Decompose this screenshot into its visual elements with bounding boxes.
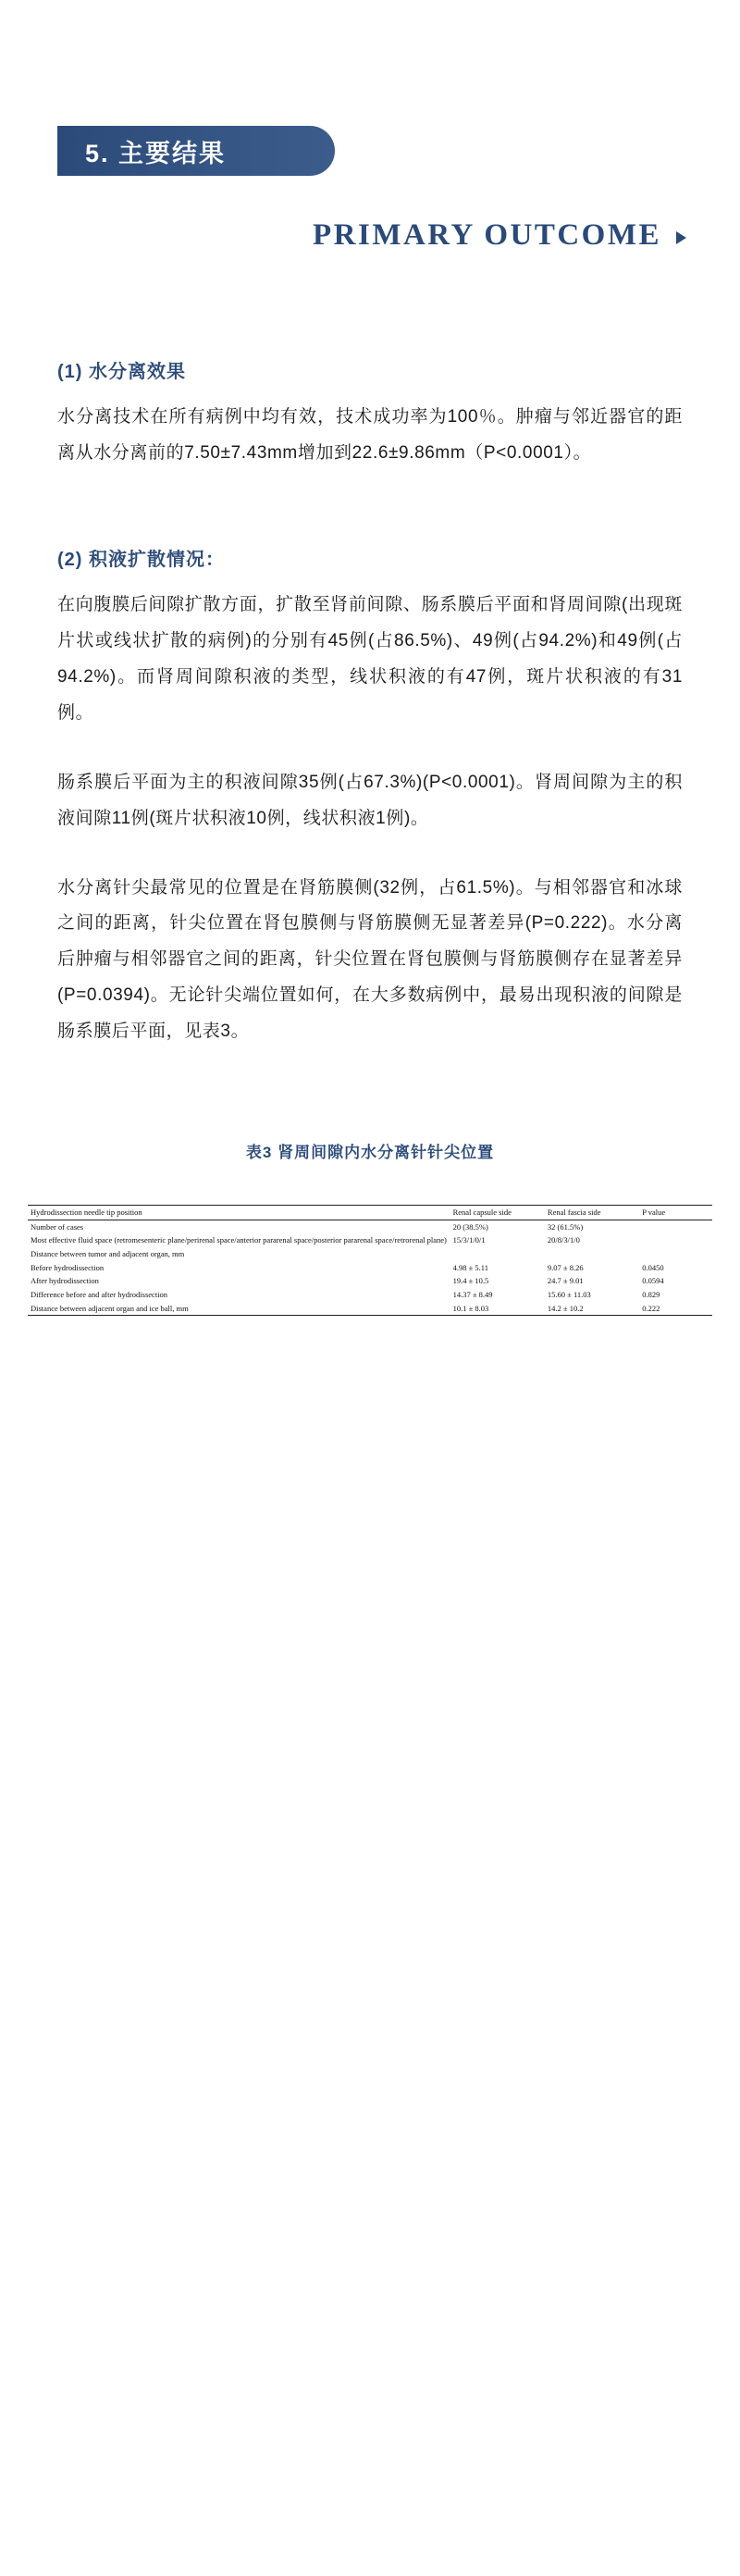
table-cell-pvalue	[639, 1247, 712, 1261]
paragraph-spacer-2	[57, 837, 683, 871]
table-cell-pvalue	[639, 1233, 712, 1247]
subsection-heading-1: (1) 水分离效果	[57, 362, 186, 382]
table-col-header-1: Renal capsule side	[450, 1206, 545, 1220]
section-title: 5. 主要结果	[85, 139, 227, 167]
table-row	[28, 1220, 712, 1233]
table-cell-fascia	[545, 1247, 639, 1261]
table-row	[28, 1302, 712, 1316]
table-cell-capsule: 14.37 ± 8.49	[452, 1289, 493, 1299]
paragraph-2-2: 肠系膜后平面为主的积液间隙35例(占67.3%)(P<0.0001)。肾周间隙为主的积液间隙11例(斑片状积液10例，线状积液1例)。	[57, 772, 683, 828]
section-banner	[0, 126, 740, 183]
section-banner-shape	[57, 126, 335, 176]
paragraph-1-1: 水分离技术在所有病例中均有效，技术成功率为100％。肿瘤与邻近器官的距离从水分离前的7.50±7.43mm增加到22.6±9.86mm（P<0.0001）。	[57, 407, 683, 463]
table-cell-label: After hydrodissection	[31, 1276, 99, 1286]
table-cell-capsule: 10.1 ± 8.03	[450, 1302, 545, 1316]
table-caption: 表3 肾周间隙内水分离针针尖位置	[245, 1144, 495, 1162]
table-cell-capsule: 15/3/1/0/1	[452, 1235, 486, 1245]
table-cell-fascia: 20/8/3/1/0	[547, 1235, 580, 1245]
document-body	[0, 356, 740, 1162]
table-cell-label: Distance between adjacent organ and ice ball, mm	[28, 1302, 450, 1316]
table-cell-fascia: 32 (61.5%)	[547, 1221, 584, 1232]
table-cell-capsule: 20 (38.5%)	[452, 1221, 488, 1232]
table-col-header-0: Hydrodissection needle tip position	[28, 1206, 450, 1220]
paragraph-2-3: 水分离针尖最常见的位置是在肾筋膜侧(32例，占61.5%)。与相邻器官和冰球之间的距离，针尖位置在肾包膜侧与肾筋膜侧无显著差异(P=0.222)。水分离后肿瘤与相邻器官之间的距离，针尖位置在肾包膜侧与肾筋膜侧存在显著差异(P=0.0394)。无论针尖端位置如何，在大多数病例中，最易出现积液的间隙是肠系膜后平面，见表3。	[57, 877, 683, 1042]
results-table	[28, 1205, 712, 1316]
table-head	[28, 1206, 712, 1220]
table-cell-fascia: 15.60 ± 11.03	[547, 1289, 591, 1299]
table-row	[28, 1261, 712, 1275]
table-cell-fascia: 9.07 ± 8.26	[547, 1262, 584, 1272]
paragraph-2-1: 在向腹膜后间隙扩散方面，扩散至肾前间隙、肠系膜后平面和肾周间隙(出现斑片状或线状扩散的病例)的分别有45例(占86.5%)、49例(占94.2%)和49例(占94.2%)。而肾周间隙积液的类型，线状积液的有47例，斑片状积液的有31例。	[57, 594, 683, 723]
table-cell-label: Difference before and after hydrodissection	[31, 1289, 168, 1299]
table-col-header-2: Renal fascia side	[545, 1206, 639, 1220]
table-container	[28, 1205, 712, 1371]
triangle-right-icon	[676, 231, 686, 244]
table-cell-pvalue	[639, 1220, 712, 1233]
table-row	[28, 1274, 712, 1288]
table-cell-pvalue: 0.0450	[642, 1262, 664, 1272]
table-cell-label: Distance between tumor and adjacent organ, mm	[31, 1249, 185, 1259]
table-cell-label: Before hydrodissection	[31, 1262, 105, 1272]
table-header-row	[28, 1206, 712, 1220]
table-cell-fascia: 14.2 ± 10.2	[545, 1302, 639, 1316]
table-cell-pvalue: 0.222	[639, 1302, 712, 1316]
table-row	[28, 1233, 712, 1247]
table-cell-pvalue: 0.0594	[642, 1276, 664, 1286]
table-cell-pvalue: 0.829	[642, 1289, 660, 1299]
paragraph-spacer	[57, 732, 683, 765]
table-col-header-3: P value	[639, 1206, 712, 1220]
english-title-row	[0, 218, 740, 253]
english-title: PRIMARY OUTCOME	[312, 218, 661, 252]
table-cell-label: Number of cases	[31, 1221, 84, 1232]
table-row	[28, 1288, 712, 1302]
table-body	[28, 1220, 712, 1315]
table-cell-capsule	[450, 1247, 545, 1261]
table-cell-label: Most effective fluid space (retromesenteric plane/perirenal space/anterior pararenal space/posterior pararenal space/retrorenal plane)	[31, 1235, 447, 1245]
table-cell-capsule: 19.4 ± 10.5	[452, 1276, 489, 1286]
table-cell-capsule: 4.98 ± 5.11	[452, 1262, 488, 1272]
subsection-heading-2: (2) 积液扩散情况：	[57, 549, 225, 570]
table-row	[28, 1247, 712, 1261]
table-cell-fascia: 24.7 ± 9.01	[547, 1276, 584, 1286]
